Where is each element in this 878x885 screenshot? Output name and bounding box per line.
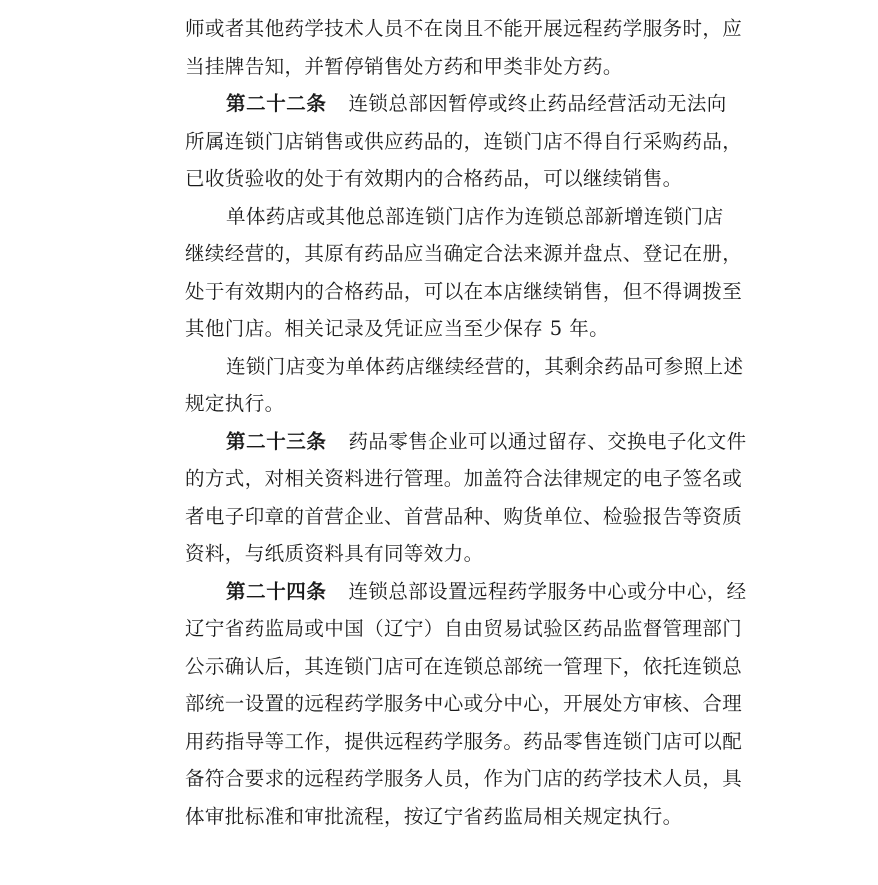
text-line: 当挂牌告知，并暂停销售处方药和甲类非处方药。 xyxy=(185,54,623,78)
document-body xyxy=(185,10,775,835)
text-line: 继续经营的，其原有药品应当确定合法来源并盘点、登记在册， xyxy=(185,242,743,265)
text-line: 体审批标准和审批流程，按辽宁省药监局相关规定执行。 xyxy=(185,804,683,828)
text-line: 师或者其他药学技术人员不在岗且不能开展远程药学服务时，应 xyxy=(185,17,743,40)
text-line: 连锁门店变为单体药店继续经营的，其剩余药品可参照上述 xyxy=(226,354,744,378)
text-line: 药品零售企业可以通过留存、交换电子化文件 xyxy=(348,429,747,453)
text-line: 备符合要求的远程药学服务人员，作为门店的药学技术人员，具 xyxy=(185,767,743,790)
text-line: 资料，与纸质资料具有同等效力。 xyxy=(185,542,484,565)
text-line: 的方式，对相关资料进行管理。加盖符合法律规定的电子签名或 xyxy=(185,467,743,490)
article-23-first-line xyxy=(185,423,775,461)
article-22-first-line xyxy=(185,85,775,123)
article-24-first-line xyxy=(185,573,775,611)
text-line: 规定执行。 xyxy=(185,392,285,415)
text-line: 其他门店。相关记录及凭证应当至少保存 5 年。 xyxy=(185,317,610,340)
text-line: 部统一设置的远程药学服务中心或分中心，开展处方审核、合理 xyxy=(185,692,743,715)
text-line: 所属连锁门店销售或供应药品的，连锁门店不得自行采购药品， xyxy=(185,129,743,153)
text-line: 单体药店或其他总部连锁门店作为连锁总部新增连锁门店 xyxy=(226,204,724,228)
article-23-heading: 第二十三条 xyxy=(226,429,327,453)
text-line: 连锁总部设置远程药学服务中心或分中心，经 xyxy=(348,579,747,603)
text-line: 者电子印章的首营企业、首营品种、购货单位、检验报告等资质 xyxy=(185,504,743,528)
text-line: 辽宁省药监局或中国（辽宁）自由贸易试验区药品监督管理部门 xyxy=(185,617,743,640)
text-line: 处于有效期内的合格药品，可以在本店继续销售，但不得调拨至 xyxy=(185,279,743,303)
text-line: 已收货验收的处于有效期内的合格药品，可以继续销售。 xyxy=(185,167,683,190)
text-line: 连锁总部因暂停或终止药品经营活动无法向 xyxy=(348,92,727,115)
article-24-heading: 第二十四条 xyxy=(226,579,327,603)
text-line: 用药指导等工作，提供远程药学服务。药品零售连锁门店可以配 xyxy=(185,729,743,753)
text-line: 公示确认后，其连锁门店可在连锁总部统一管理下，依托连锁总 xyxy=(185,654,743,678)
article-22-heading: 第二十二条 xyxy=(226,92,327,115)
